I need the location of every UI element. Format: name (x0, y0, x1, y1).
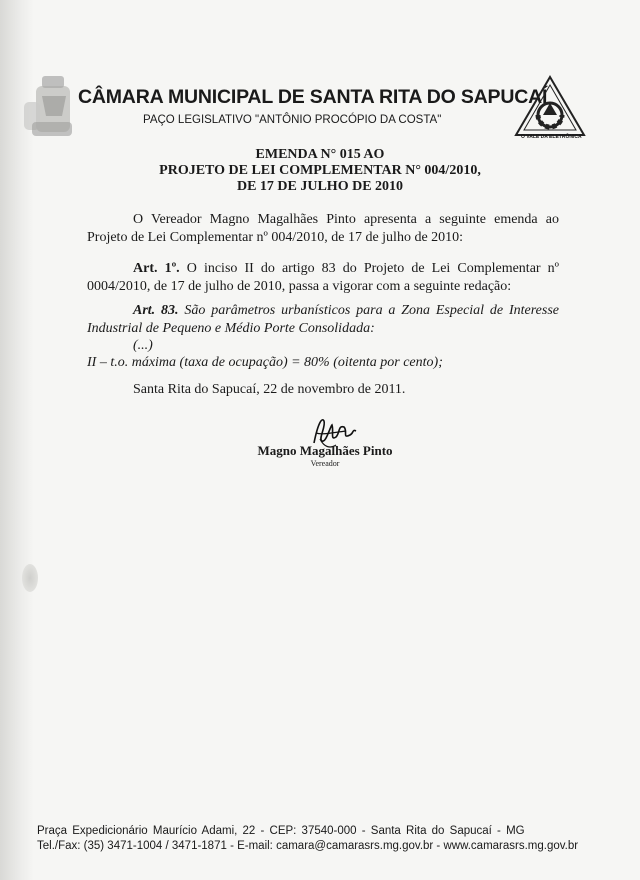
date-line: Santa Rita do Sapucaí, 22 de novembro de 2011. (133, 382, 406, 397)
article-1-paragraph (87, 260, 559, 296)
article-83-paragraph (87, 302, 559, 338)
amendment-heading (120, 147, 520, 195)
chamber-subtitle: PAÇO LEGISLATIVO "ANTÔNIO PROCÓPIO DA COSTA" (143, 114, 442, 126)
amendment-heading-line3: DE 17 DE JULHO DE 2010 (236, 179, 404, 194)
footer-contact: Tel./Fax: (35) 3471-1004 / 3471-1871 - E-mail: camara@camarasrs.mg.gov.br - www.camarasrs.mg.gov.br (37, 840, 579, 852)
amendment-heading-line1: EMENDA N° 015 AO (255, 147, 385, 162)
intro-paragraph: O Vereador Magno Magalhães Pinto apresenta a seguinte emenda ao Projeto de Lei Complementar nº 004/2010, de 17 de julho de 2010: (87, 212, 559, 245)
article-83-text: São parâmetros urbanísticos para a Zona Especial de Interesse Industrial de Pequeno e Médio Porte Consolidada: (87, 303, 559, 336)
triangle-seal-icon (513, 73, 587, 143)
municipal-coat-of-arms-icon (22, 72, 80, 144)
electronics-valley-seal (513, 73, 587, 143)
article-1-text: O inciso II do artigo 83 do Projeto de Lei Complementar nº 0004/2010, de 17 de julho de 2010, passa a vigorar com a seguinte redação: (87, 261, 559, 294)
chamber-title: CÂMARA MUNICIPAL DE SANTA RITA DO SAPUCAÍ (78, 86, 548, 108)
signatory-name: Magno Magalhães Pinto (257, 443, 393, 458)
signatory-role: Vereador (310, 459, 340, 468)
ellipsis-line: (...) (133, 338, 153, 353)
inciso-line: II – t.o. máxima (taxa de ocupação) = 80% (oitenta por cento); (87, 355, 443, 370)
punch-hole (22, 564, 38, 592)
footer-address: Praça Expedicionário Maurício Adami, 22 - CEP: 37540-000 - Santa Rita do Sapucaí - MG (37, 825, 525, 837)
seal-caption: O VALE DA ELETRÔNICA (521, 134, 582, 140)
article-1-label: Art. 1º. (133, 261, 180, 276)
article-83-label: Art. 83. (133, 303, 179, 318)
amendment-heading-line2: PROJETO DE LEI COMPLEMENTAR N° 004/2010, (159, 163, 481, 178)
